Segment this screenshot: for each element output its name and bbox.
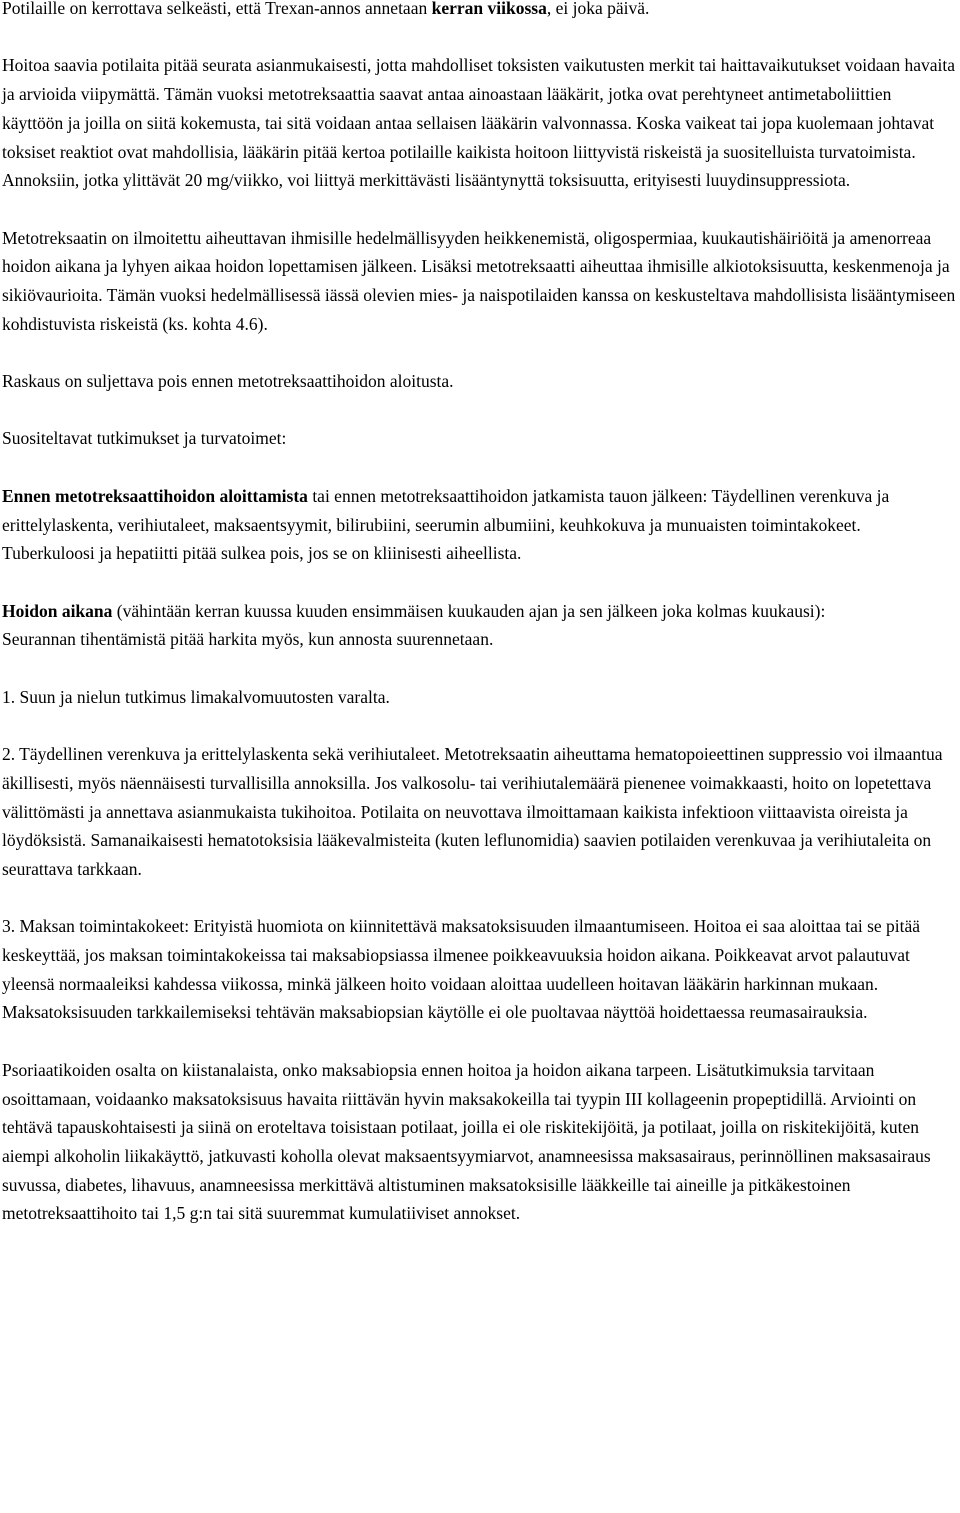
during-treatment-heading: Hoidon aikana: [2, 600, 113, 621]
paragraph-dosing-instruction: [2, 0, 957, 23]
list-item-mouth-exam: 1. Suun ja nielun tutkimus limakalvomuutosten varalta.: [2, 686, 390, 707]
paragraph-recommended-tests-heading: Suositeltavat tutkimukset ja turvatoimet:: [2, 428, 287, 449]
during-treatment-note: Seurannan tihentämistä pitää harkita myös, kun annosta suurennetaan.: [2, 629, 494, 650]
document-page: [2, 0, 957, 1228]
list-item-liver-tests: 3. Maksan toimintakokeet: Erityistä huomiota on kiinnitettävä maksatoksisuuden ilmaantumiseen. Hoitoa ei saa aloittaa tai se pitää keskeyttää, jos maksan toimintakokeissa tai maksabiopsiassa ilmenee poikkeavuuksia hoidon aikana. Poikkeavat arvot palautuvat yleensä normaaleiksi kahdessa viikossa, minkä jälkeen hoito voidaan aloittaa uudelleen hoitavan lääkärin harkinnan mukaan. Maksatoksisuuden tarkkailemiseksi tehtävän maksabiopsian käytölle ei ole puoltavaa näyttöä hoidettaessa reumasairauksia.: [2, 916, 921, 1023]
paragraph-pregnancy: Raskaus on suljettava pois ennen metotreksaattihoidon aloitusta.: [2, 371, 454, 392]
list-item-blood-count: 2. Täydellinen verenkuva ja erittelylaskenta sekä verihiutaleet. Metotreksaatin aiheuttama hematopoieettinen suppressio voi ilmaantua äkillisesti, myös näennäisesti turvallisilla annoksilla. Jos valkosolu- tai verihiutalemäärä pienenee voimakkaasti, hoito on lopetettava välittömästi ja annettava asianmukaista tukihoitoa. Potilaita on neuvottava ilmoittamaan kaikista infektioon viittaavista oireista ja löydöksistä. Samanaikaisesti hematotoksisia lääkevalmisteita (kuten leflunomidia) saavien potilaiden verenkuvaa ja verihiutaleita on seurattava tarkkaan.: [2, 744, 943, 879]
paragraph-monitoring: Hoitoa saavia potilaita pitää seurata asianmukaisesti, jotta mahdolliset toksisten vaikutusten merkit tai haittavaikutukset voidaan havaita ja arvioida viipymättä. Tämän vuoksi metotreksaattia saavat antaa ainoastaan lääkärit, jotka ovat perehtyneet antimetaboliittien käyttöön ja joilla on siitä kokemusta, tai sitä voidaan antaa sellaisen lääkärin valvonnassa. Koska vaikeat tai jopa kuolemaan johtavat toksiset reaktiot ovat mahdollisia, lääkärin pitää kertoa potilaille kaikista hoitoon liittyvistä riskeistä ja suositelluista turvatoimista. Annoksiin, jotka ylittävät 20 mg/viikko, voi liittyä merkittävästi lisääntynyttä toksisuutta, erityisesti luuydinsuppressiota.: [2, 55, 956, 191]
paragraph-psoriasis: Psoriaatikoiden osalta on kiistanalaista, onko maksabiopsia ennen hoitoa ja hoidon aikana tarpeen. Lisätutkimuksia tarvitaan osoittamaan, voidaanko maksatoksisuus havaita riittävän hyvin maksakokeilla tai tyypin III kollageenin propeptidillä. Arviointi on tehtävä tapauskohtaisesti ja siinä on eroteltava toisistaan potilaat, joilla ei ole riskitekijöitä, ja potilaat, joilla on riskitekijöitä, kuten aiempi alkoholin liikakäyttö, jatkuvasti koholla olevat maksaentsyymiarvot, anamneesissa maksasairaus, perinnöllinen maksasairaus suvussa, diabetes, lihavuus, anamneesissa merkittävä altistuminen maksatoksisille lääkkeille tai aineille ja pitkäkestoinen metotreksaattihoito tai 1,5 g:n tai sitä suuremmat kumulatiiviset annokset.: [2, 1059, 931, 1224]
paragraph-before-treatment: [2, 482, 957, 568]
paragraph-fertility: Metotreksaatin on ilmoitettu aiheuttavan ihmisille hedelmällisyyden heikkenemistä, oligospermiaa, kuukautishäiriöitä ja amenorreaa hoidon aikana ja lyhyen aikaa hoidon lopettamisen jälkeen. Lisäksi metotreksaatti aiheuttaa ihmisille alkiotoksisuutta, keskenmenoja ja sikiövaurioita. Tämän vuoksi hedelmällisessä iässä olevien mies- ja naispotilaiden kanssa on keskusteltava mahdollisista lisääntymiseen kohdistuvista riskeistä (ks. kohta 4.6).: [2, 227, 956, 334]
before-treatment-text: tai ennen metotreksaattihoidon jatkamista tauon jälkeen: Täydellinen verenkuva ja erittelylaskenta, verihiutaleet, maksaentsyymit, bilirubiini, seerumin albumiini, keuhkokuva ja munuaisten toimintakokeet. Tuberkuloosi ja hepatiitti pitää sulkea pois, jos se on kliinisesti aiheellista.: [2, 485, 890, 564]
dosing-text-after: , ei joka päivä.: [546, 0, 650, 18]
dosing-text-before: Potilaille on kerrottava selkeästi, että Trexan-annos annetaan: [2, 0, 432, 18]
paragraph-during-treatment: [2, 597, 957, 654]
before-treatment-heading: Ennen metotreksaattihoidon aloittamista: [2, 485, 308, 506]
during-treatment-text: (vähintään kerran kuussa kuuden ensimmäisen kuukauden ajan ja sen jälkeen joka kolmas kuukausi):: [112, 600, 826, 621]
dosing-emphasis: kerran viikossa: [431, 0, 547, 18]
